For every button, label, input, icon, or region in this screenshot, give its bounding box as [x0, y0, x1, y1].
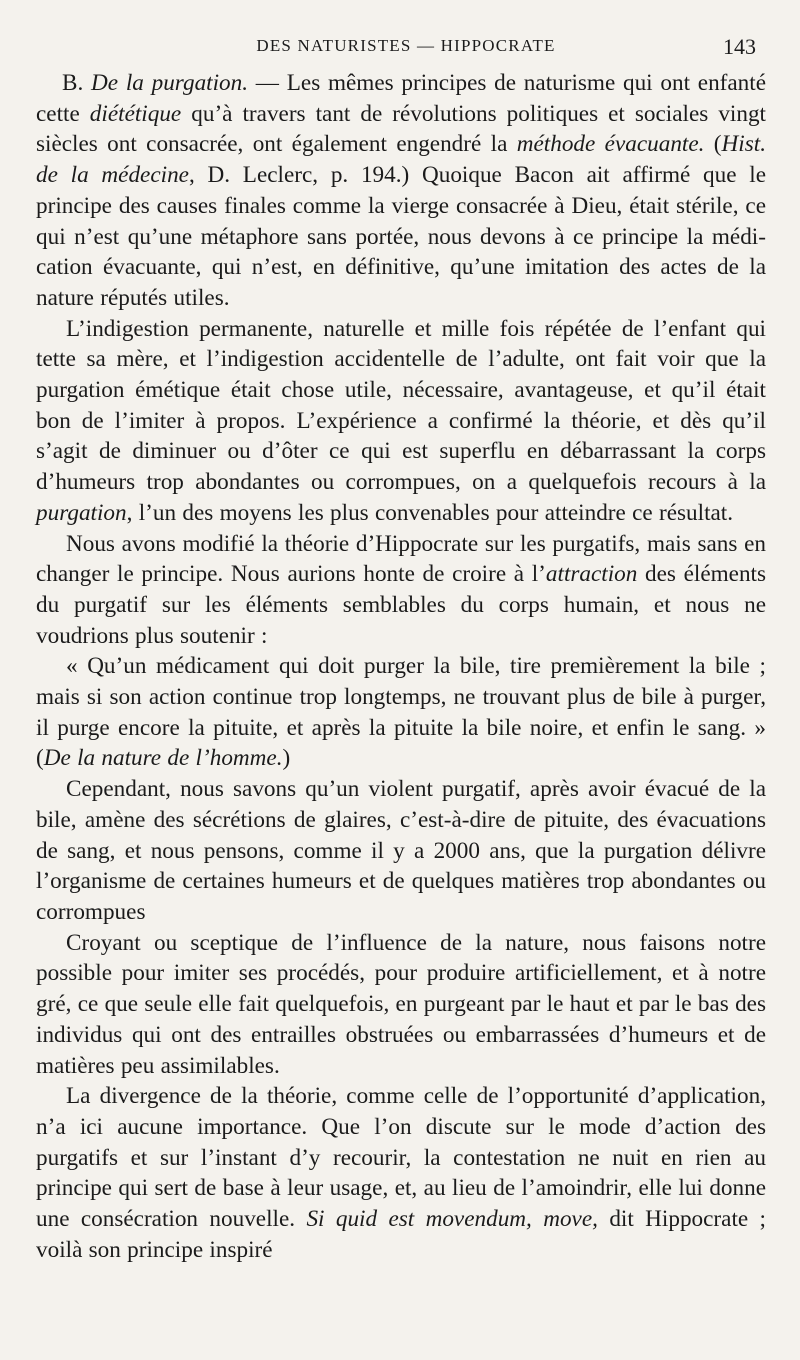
text-run: — Les mêmes principes de naturisme qui ont enfanté cette — [36, 70, 766, 127]
paragraph — [36, 928, 766, 1082]
paragraph — [36, 774, 766, 928]
italic-text: diététique — [89, 100, 182, 127]
paragraph — [36, 1081, 766, 1265]
text-run: L’indigestion permanente, naturelle et mille fois répétée de l’enfant qui tette sa mère, et l’indigestion accidentelle de l’adulte, ont fait voir que la purgation émétique était chose utile, nécessaire, avantageuse, et qu’il était bon de l’imiter à propos. L’expérience a confirmé la théorie, et dès qu’il s’agit de diminuer ou d’ôter ce qui est superflu en débarrassant la corps d’humeurs trop abondantes ou corrompues, on a quelquefois recours à la — [36, 315, 766, 496]
text-run: ( — [704, 131, 722, 158]
italic-text: attraction — [545, 561, 638, 588]
text-run: Cependant, nous savons qu’un violent purgatif, après avoir évacué de la bile, amène des sécrétions de glaires, c’est-à-dire de pituite, des évacuations de sang, et nous pensons, comme il y a 2000 ans, que la purgation délivre l’organisme de certaines humeurs et de quelques matières trop abondantes ou corrompues — [36, 776, 766, 925]
paragraph — [36, 68, 766, 314]
page-header — [56, 34, 756, 64]
paragraph — [36, 651, 766, 774]
page-number: 143 — [723, 34, 756, 59]
text-run: qu’à travers tant de révolutions politiques et sociales vingt siècles ont consacrée, ont également engendré la — [36, 100, 766, 158]
text-run: des éléments du purgatif sur les éléments semblables du corps humain, et nous ne voudrions plus soutenir : — [36, 561, 767, 649]
text-run: ) — [282, 745, 291, 772]
text-run: dit Hippocrate ; voilà son principe inspiré — [36, 1206, 767, 1263]
text-run: Nous avons modifié la théorie d’Hippocrate sur les purgatifs, mais sans en changer le principe. Nous aurions honte de croire à l’ — [36, 530, 766, 588]
paragraph — [36, 314, 766, 529]
italic-text: méthode évacuante. — [516, 131, 705, 158]
text-run: , l’un des moyens les plus convenables pour atteindre ce résultat. — [126, 499, 734, 526]
body-text — [36, 68, 766, 1265]
text-run: « Qu’un médicament qui doit purger la bile, tire premièrement la bile ; mais si son action continue trop longtemps, ne trouvant plus de bile à purger, il purge encore la pituite, et après la pituite la bile noire, et enfin le sang. » ( — [36, 653, 766, 772]
italic-text: De la purgation. — [91, 70, 249, 96]
italic-text: Hist. de la médecine — [36, 131, 766, 189]
italic-text: De la nature de l’homme. — [43, 745, 283, 772]
italic-text: Si quid est movendum, move, — [306, 1206, 598, 1233]
running-head: DES NATURISTES — HIPPOCRATE — [256, 36, 556, 55]
text-run: , D. Leclerc, p. 194.) Quoique Bacon ait affirmé que le principe des causes finales comme la vierge consacrée à Dieu, était stérile, ce qui n’est qu’une métaphore sans portée, nous devons à ce principe la médication évacuante, qui n’est, en définitive, qu’une imitation des actes de la nature réputés utiles. — [36, 162, 766, 311]
text-run: Croyant ou sceptique de l’influence de la nature, nous faisons notre possible pour imiter ses procédés, pour produire artificiellement, et à notre gré, ce que seule elle fait quelquefois, en purgeant par le haut et par le bas des individus qui ont des entrailles obstruées ou embarrassées d’humeurs et de matières peu assimilables. — [36, 929, 766, 1079]
italic-text: purgation — [36, 499, 127, 526]
paragraph — [36, 529, 766, 652]
text-run: La divergence de la théorie, comme celle de l’opportunité d’application, n’a ici aucune importance. Que l’on discute sur le mode d’action des purgatifs et sur l’instant d’y recourir, la contestation ne nuit en rien au principe qui sert de base à leur usage, et, au lieu de l’amoindrir, elle lui donne une consécration nouvelle. — [36, 1083, 766, 1233]
text-run: B. — [62, 70, 92, 96]
